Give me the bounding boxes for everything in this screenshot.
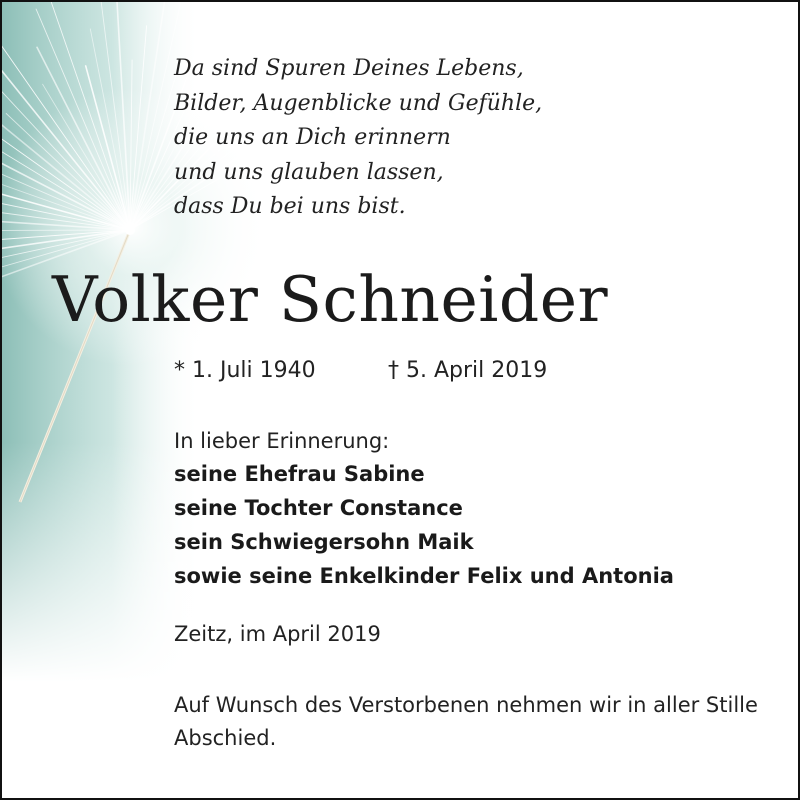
remembrance-label: In lieber Erinnerung: (174, 429, 390, 453)
place-date: Zeitz, im April 2019 (174, 622, 381, 646)
memorial-poem (174, 52, 542, 225)
mourner-entry: sowie seine Enkelkinder Felix und Antonia (174, 564, 674, 588)
mourner-entry: seine Ehefrau Sabine (174, 462, 425, 486)
closing-note: Auf Wunsch des Verstorbenen nehmen wir in aller Stille Abschied. (174, 693, 758, 750)
mourner-entry: seine Tochter Constance (174, 496, 463, 520)
poem-line: Da sind Spuren Deines Lebens, (174, 56, 524, 81)
death-date: † 5. April 2019 (388, 358, 548, 383)
mourner-entry: sein Schwiegersohn Maik (174, 530, 474, 554)
poem-line: dass Du bei uns bist. (174, 194, 406, 219)
poem-line: die uns an Dich erinnern (174, 125, 451, 150)
birth-date: * 1. Juli 1940 (174, 358, 316, 383)
mourners-list (174, 457, 674, 593)
poem-line: und uns glauben lassen, (174, 159, 444, 185)
deceased-name: Volker Schneider (52, 263, 609, 336)
poem-line: Bilder, Augenblicke und Gefühle, (174, 90, 543, 116)
